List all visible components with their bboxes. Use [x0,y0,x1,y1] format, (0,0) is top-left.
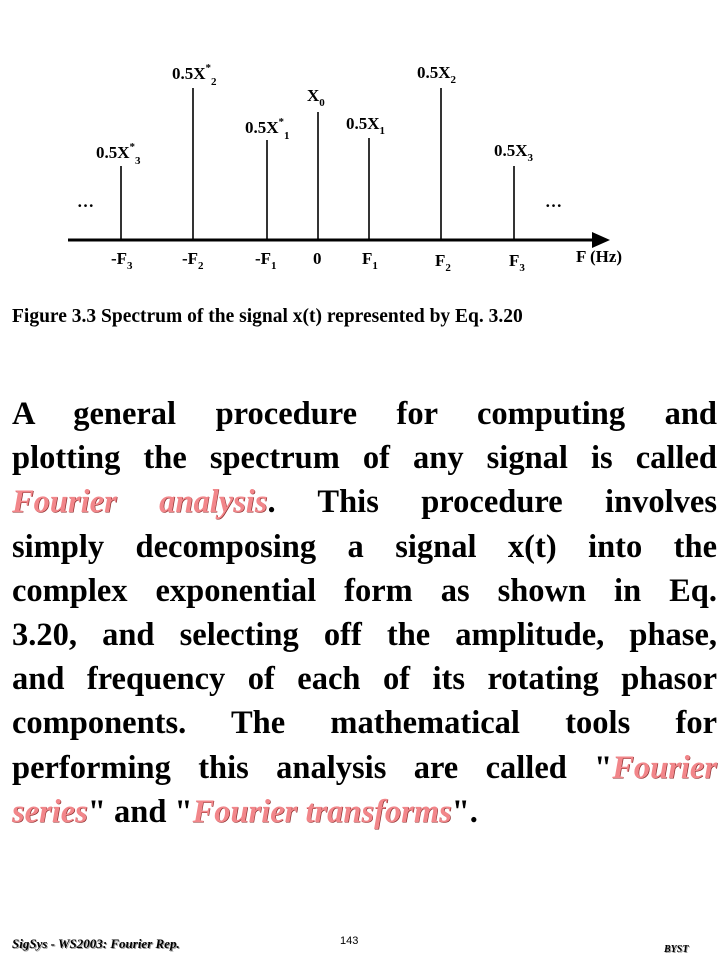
body-line-4: simply decomposing a signal x(t) into the [12,528,717,565]
tick-f1: $F_1$ [362,249,378,272]
label-f2-amp: $0.5X_2$ [417,63,457,86]
tick-f2: $F_2$ [435,251,451,274]
body-line-10: series" and "Fourier transforms". [12,793,478,830]
axis-arrowhead [592,232,610,248]
label-minus-f2-amp: $0.5X^*_2$ [172,62,217,88]
term-fourier-analysis: Fourier analysis [12,484,268,521]
body-paragraph [12,392,717,834]
label-f3-amp: $0.5X_3$ [494,141,534,164]
body-line-2: plotting the spectrum of any signal is called [12,440,717,477]
term-fourier: Fourier [612,749,717,786]
footer-course-label: SigSys - WS2003: Fourier Rep. [12,936,180,951]
ellipsis-left: … [77,192,94,211]
body-line-6: 3.20, and selecting off the amplitude, phase, [12,617,717,654]
label-minus-f1-amp: $0.5X^*_1$ [245,116,290,142]
body-line-5: complex exponential form as shown in Eq. [12,572,717,609]
body-line-1: A general procedure for computing and [12,396,717,432]
tick-minus-f3: $-F_3$ [111,249,133,272]
axis-label: F (Hz) [576,247,623,266]
page-number: 143 [340,935,359,947]
tick-zero: 0 [313,249,322,268]
term-fourier-transforms: Fourier transforms [192,793,452,830]
body-line-3: Fourier analysis. This procedure involves [12,484,717,521]
spectrum-figure [0,0,720,290]
term-series: series [12,793,88,830]
footer-logo-text: BYST [664,944,689,955]
label-zero-amp: $X_0$ [307,86,325,109]
tick-minus-f1: $-F_1$ [255,249,277,272]
ellipsis-right: … [545,192,562,211]
tick-f3: $F_3$ [509,251,525,274]
tick-minus-f2: $-F_2$ [182,249,204,272]
body-line-9: performing this analysis are called "Fourier [12,749,717,786]
label-f1-amp: $0.5X_1$ [346,114,386,137]
body-line-8: components. The mathematical tools for [12,705,717,742]
label-minus-f3-amp: $0.5X^*_3$ [96,141,141,167]
figure-caption: Figure 3.3 Spectrum of the signal x(t) represented by Eq. 3.20 [12,306,523,327]
body-line-7: and frequency of each of its rotating phasor [12,661,717,698]
